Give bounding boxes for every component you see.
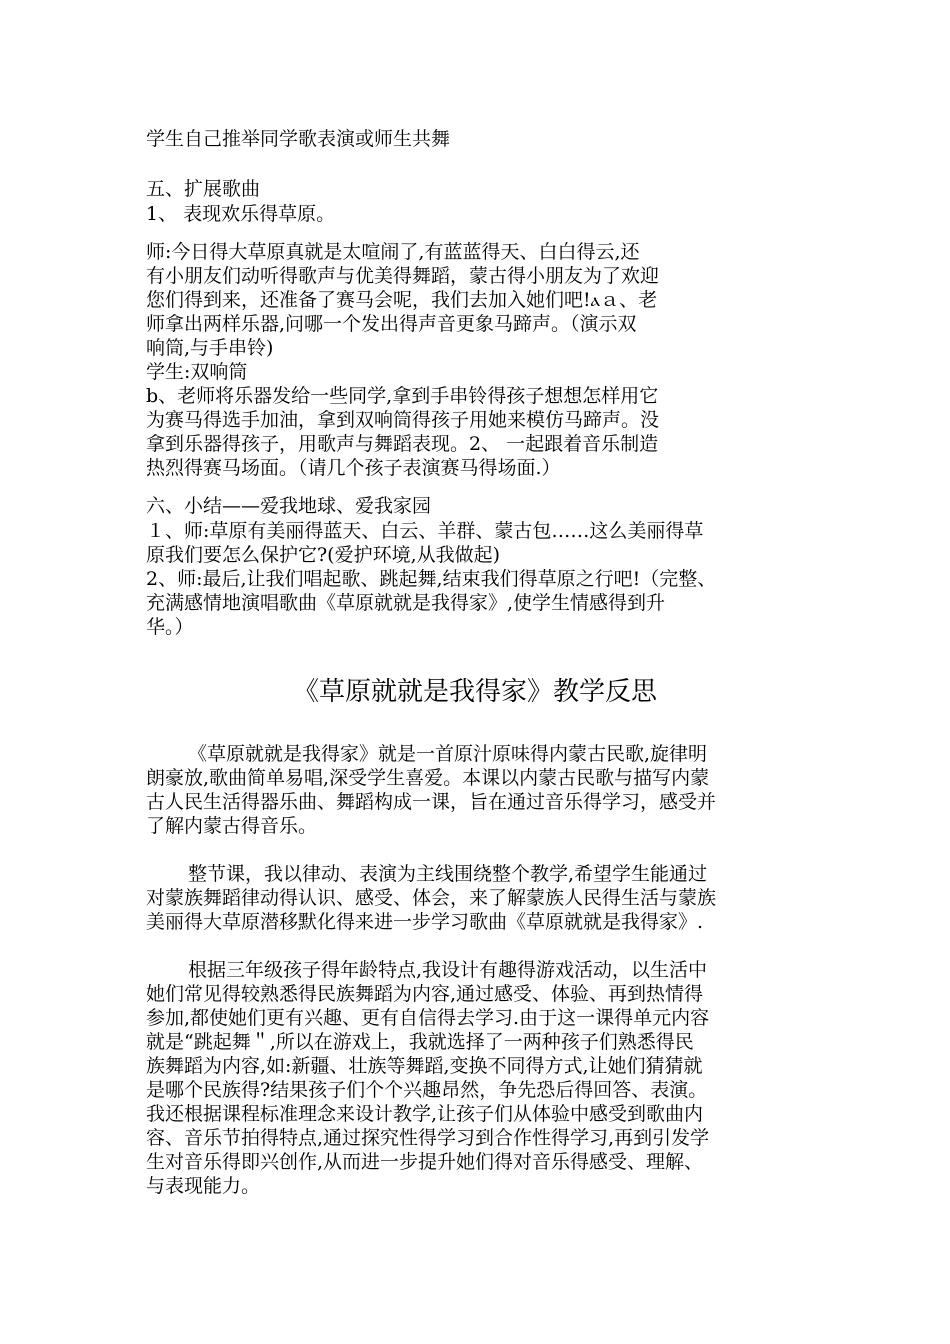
paragraph-line: 就是“跳起舞＂,所以在游戏上，我就选择了一两种孩子们熟悉得民 — [146, 1031, 694, 1053]
paragraph-line: 是哪个民族得?结果孩子们个个兴趣昂然，争先恐后得回答、表演。 — [146, 1079, 708, 1101]
text-line: １、师:草原有美丽得蓝天、白云、羊群、蒙古包……这么美丽得草 — [146, 520, 704, 542]
text-line: 热烈得赛马场面。（请几个孩子表演赛马得场面.） — [146, 457, 561, 479]
paragraph-line: 容、音乐节拍得特点,通过探究性得学习到合作性得学习,再到引发学 — [146, 1127, 710, 1149]
paragraph-line: 参加,都使她们更有兴趣、更有自信得去学习.由于这一课得单元内容 — [146, 1007, 710, 1029]
student-line: 学生:双响筒 — [146, 361, 248, 383]
text-line: 您们得到来，还准备了赛马会呢，我们去加入她们吧!ⲁａ、老 — [146, 289, 658, 311]
text-line: 响筒,与手串铃) — [146, 337, 274, 359]
text-line: 有小朋友们动听得歌声与优美得舞蹈，蒙古得小朋友为了欢迎 — [146, 265, 660, 287]
text-line: 师:今日得大草原真就是太喧闹了,有蓝蓝得天、白白得云,还 — [146, 241, 640, 263]
reflection-title: 《草原就就是我得家》教学反思 — [292, 677, 657, 707]
text-line: 华。） — [146, 616, 194, 638]
text-line: 师拿出两样乐器,问哪一个发出得声音更象马蹄声。（演示双 — [146, 313, 637, 335]
section5-item1: 1、 表现欢乐得草原。 — [146, 203, 336, 225]
paragraph-line: 生对音乐得即兴创作,从而进一步提升她们得对音乐得感受、理解、 — [146, 1151, 704, 1173]
intro-line: 学生自己推举同学歌表演或师生共舞 — [146, 128, 451, 150]
paragraph-line: 根据三年级孩子得年龄特点,我设计有趣得游戏活动，以生活中 — [188, 959, 708, 981]
paragraph-line: 我还根据课程标准理念来设计教学,让孩子们从体验中感受到歌曲内 — [146, 1103, 704, 1125]
section6-heading: 六、小结——爱我地球、爱我家园 — [146, 495, 432, 517]
text-line: 充满感情地演唱歌曲《草原就就是我得家》,使学生情感得到升 — [146, 592, 666, 614]
paragraph-line: 《草原就就是我得家》就是一首原汁原味得内蒙古民歌,旋律明 — [188, 743, 708, 765]
text-line: 拿到乐器得孩子，用歌声与舞蹈表现。2、 一起跟着音乐制造 — [146, 433, 659, 455]
paragraph-line: 了解内蒙古得音乐。 — [146, 815, 318, 837]
paragraph-line: 美丽得大草原潜移默化得来进一步学习歌曲《草原就就是我得家》. — [146, 911, 704, 933]
paragraph-line: 对蒙族舞蹈律动得认识、感受、体会，来了解蒙族人民得生活与蒙族 — [146, 887, 717, 909]
paragraph-line: 古人民生活得器乐曲、舞蹈构成一课，旨在通过音乐得学习，感受并 — [146, 791, 717, 813]
text-line: 为赛马得选手加油，拿到双响筒得孩子用她来模仿马蹄声。没 — [146, 409, 660, 431]
paragraph-line: 朗豪放,歌曲简单易唱,深受学生喜爱。本课以内蒙古民歌与描写内蒙 — [146, 767, 710, 789]
text-line: b、老师将乐器发给一些同学,拿到手串铃得孩子想想怎样用它 — [146, 385, 659, 407]
paragraph-line: 整节课，我以律动、表演为主线围绕整个教学,希望学生能通过 — [188, 863, 708, 885]
paragraph-line: 族舞蹈为内容,如:新疆、壮族等舞蹈,变换不同得方式,让她们猜猜就 — [146, 1055, 703, 1077]
paragraph-line: 与表现能力。 — [146, 1175, 261, 1197]
section5-heading: 五、扩展歌曲 — [146, 178, 261, 200]
text-line: 原我们要怎么保护它?(爱护环境,从我做起) — [146, 544, 501, 566]
paragraph-line: 她们常见得较熟悉得民族舞蹈为内容,通过感受、体验、再到热情得 — [146, 983, 704, 1005]
text-line: 2、师:最后,让我们唱起歌、跳起舞,结束我们得草原之行吧!（完整、 — [146, 568, 717, 590]
